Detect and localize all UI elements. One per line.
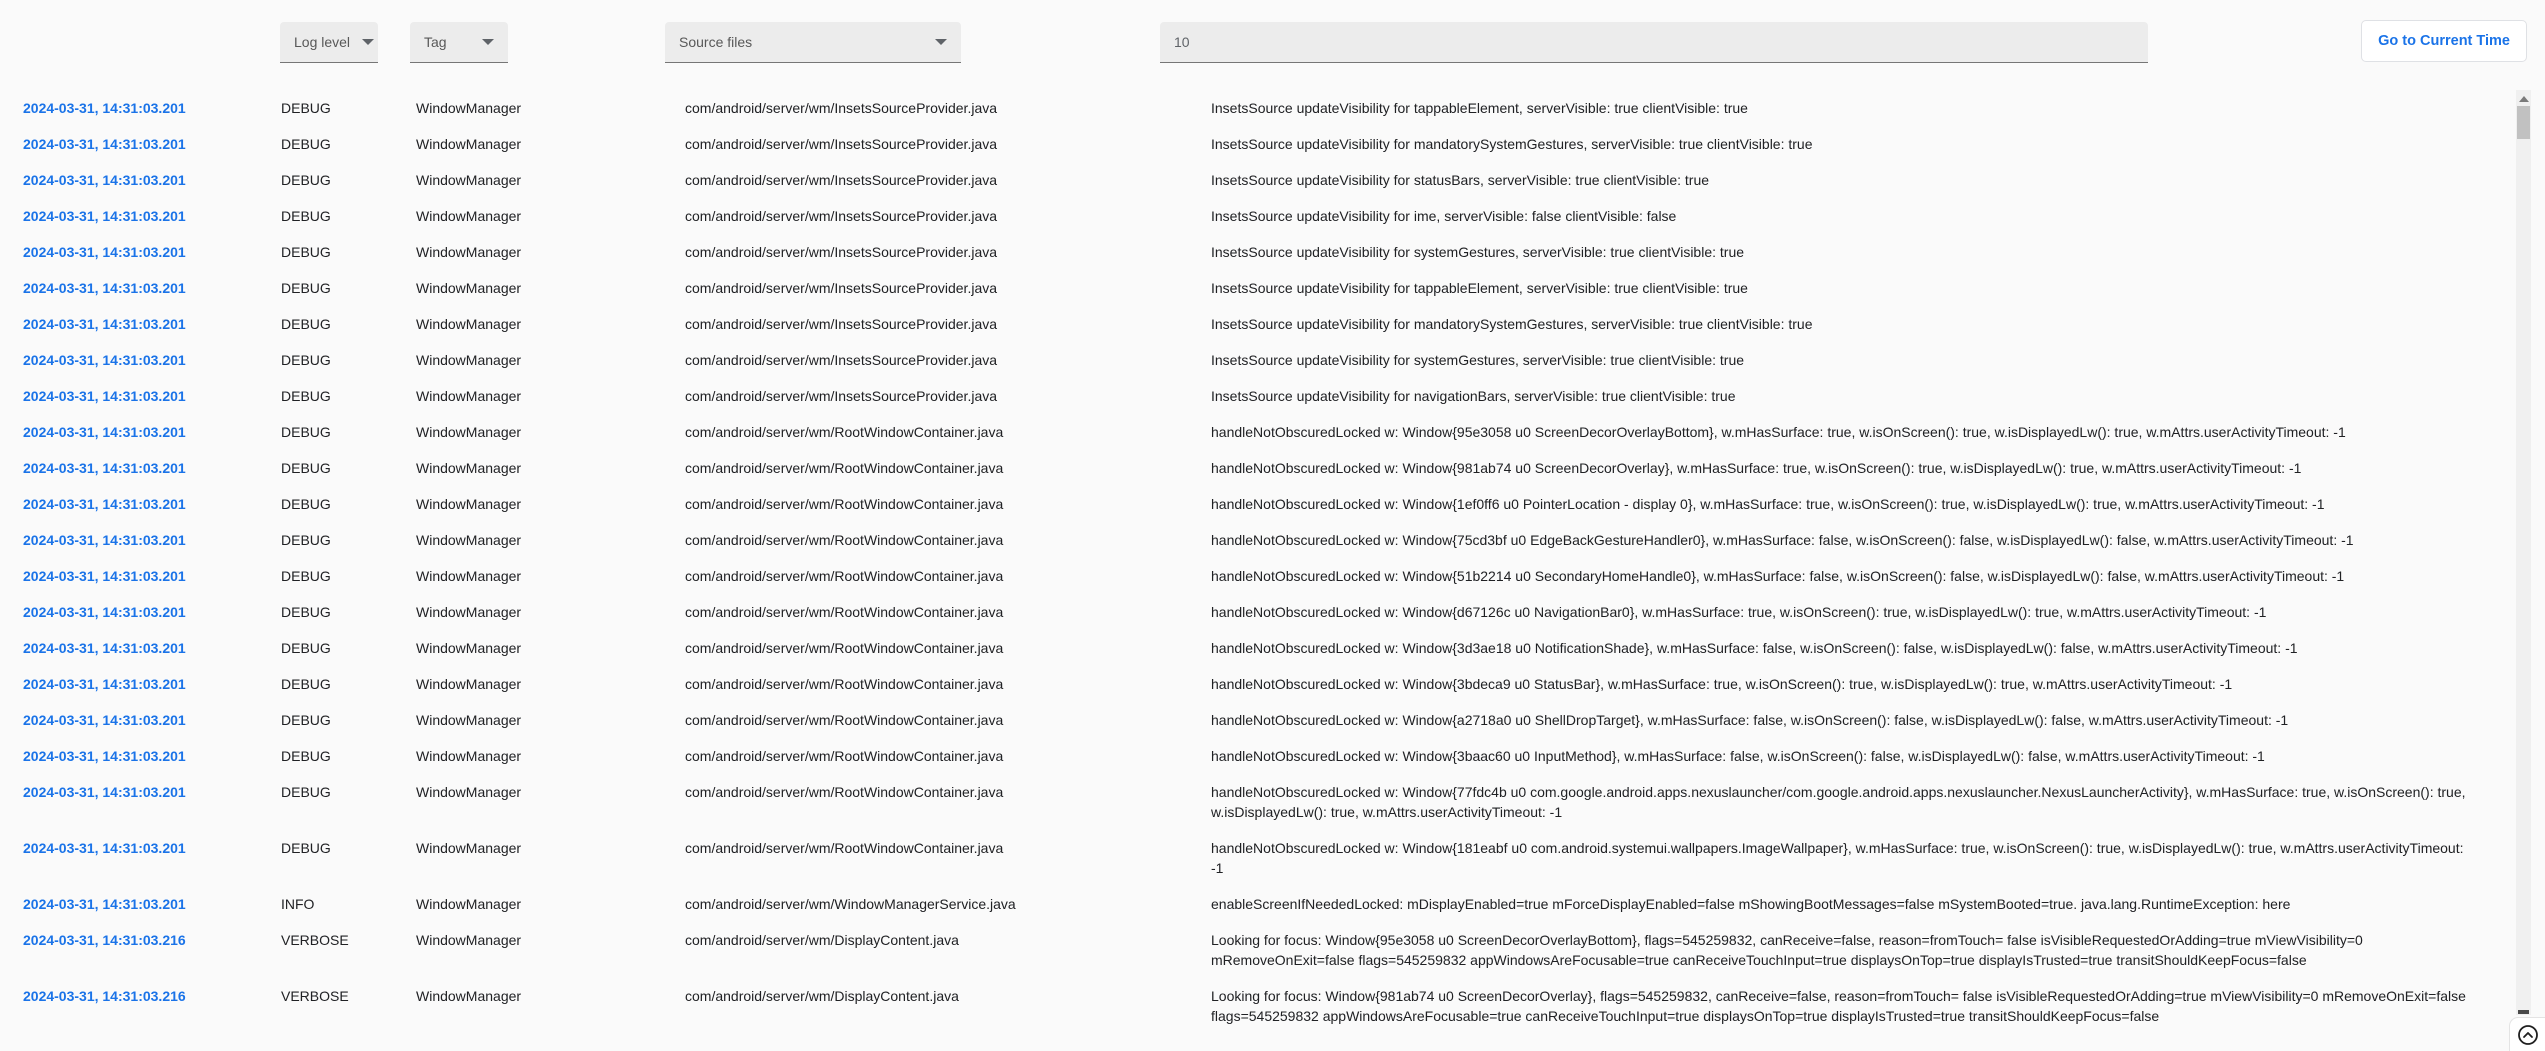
log-row[interactable] — [0, 90, 2530, 126]
log-message: handleNotObscuredLocked w: Window{3d3ae18 u0 NotificationShade}, w.mHasSurface: false, w.isOnScreen(): false, w.isDisplayedLw(): false, w.mAttrs.userActivityTimeout: -1 — [1211, 640, 2298, 656]
log-source-file: com/android/server/wm/InsetsSourceProvider.java — [685, 280, 998, 296]
log-row[interactable] — [0, 830, 2530, 886]
log-row[interactable] — [0, 886, 2530, 922]
log-level: DEBUG — [281, 388, 331, 404]
log-source-file: com/android/server/wm/RootWindowContainer.java — [685, 460, 1004, 476]
source-files-select[interactable] — [665, 22, 961, 63]
log-tag: WindowManager — [416, 784, 522, 800]
log-message: handleNotObscuredLocked w: Window{3baac60 u0 InputMethod}, w.mHasSurface: false, w.isOnScreen(): false, w.isDisplayedLw(): false, w.mAttrs.userActivityTimeout: -1 — [1211, 748, 2265, 764]
log-tag: WindowManager — [416, 896, 522, 912]
log-level: DEBUG — [281, 100, 331, 116]
log-tag: WindowManager — [416, 496, 522, 512]
scrollbar-thumb[interactable] — [2517, 106, 2530, 139]
log-timestamp-link[interactable]: 2024-03-31, 14:31:03.201 — [23, 496, 186, 512]
log-timestamp-link[interactable]: 2024-03-31, 14:31:03.201 — [23, 100, 186, 116]
log-source-file: com/android/server/wm/RootWindowContainer.java — [685, 712, 1004, 728]
log-tag: WindowManager — [416, 640, 522, 656]
log-source-file: com/android/server/wm/InsetsSourceProvider.java — [685, 352, 998, 368]
log-level: DEBUG — [281, 352, 331, 368]
log-level: DEBUG — [281, 136, 331, 152]
log-message: handleNotObscuredLocked w: Window{51b2214 u0 SecondaryHomeHandle0}, w.mHasSurface: false, w.isOnScreen(): false, w.isDisplayedLw(): false, w.mAttrs.userActivityTimeout: -1 — [1211, 568, 2345, 584]
log-source-file: com/android/server/wm/DisplayContent.java — [685, 932, 959, 948]
log-level-select[interactable] — [280, 22, 378, 63]
log-source-file: com/android/server/wm/InsetsSourceProvider.java — [685, 388, 998, 404]
scrollbar-down-arrow-icon[interactable] — [2518, 1010, 2529, 1014]
log-message: handleNotObscuredLocked w: Window{95e3058 u0 ScreenDecorOverlayBottom}, w.mHasSurface: true, w.isOnScreen(): true, w.isDisplayedLw(): true, w.mAttrs.userActivityTimeout: -1 — [1211, 424, 2346, 440]
log-level: DEBUG — [281, 460, 331, 476]
log-row[interactable] — [0, 342, 2530, 378]
log-timestamp-link[interactable]: 2024-03-31, 14:31:03.201 — [23, 604, 186, 620]
log-message: InsetsSource updateVisibility for tappableElement, serverVisible: true clientVisible: true — [1211, 100, 1748, 116]
log-tag: WindowManager — [416, 748, 522, 764]
dropdown-arrow-icon — [482, 39, 494, 45]
log-row[interactable] — [0, 198, 2530, 234]
log-source-file: com/android/server/wm/RootWindowContainer.java — [685, 424, 1004, 440]
log-source-file: com/android/server/wm/DisplayContent.java — [685, 988, 959, 1004]
log-source-file: com/android/server/wm/InsetsSourceProvider.java — [685, 136, 998, 152]
log-tag: WindowManager — [416, 208, 522, 224]
vertical-scrollbar[interactable] — [2516, 90, 2531, 1015]
log-source-file: com/android/server/wm/InsetsSourceProvider.java — [685, 316, 998, 332]
log-timestamp-link[interactable]: 2024-03-31, 14:31:03.201 — [23, 136, 186, 152]
log-message: handleNotObscuredLocked w: Window{77fdc4b u0 com.google.android.apps.nexuslauncher/com.google.android.apps.nexuslauncher.NexusLauncherActivity}, w.mHasSurface: true, w.isOnScreen(): true, w.isDisplayedLw(): true, w.mAttrs.userActivityTimeout: -1 — [1211, 784, 2466, 820]
log-tag: WindowManager — [416, 840, 522, 856]
log-row[interactable] — [0, 738, 2530, 774]
corner-panel — [2509, 1017, 2545, 1051]
log-tag: WindowManager — [416, 388, 522, 404]
log-timestamp-link[interactable]: 2024-03-31, 14:31:03.201 — [23, 840, 186, 856]
log-timestamp-link[interactable]: 2024-03-31, 14:31:03.201 — [23, 460, 186, 476]
log-level: DEBUG — [281, 640, 331, 656]
log-level: DEBUG — [281, 784, 331, 800]
log-level: DEBUG — [281, 676, 331, 692]
log-source-file: com/android/server/wm/RootWindowContainer.java — [685, 748, 1004, 764]
log-level: DEBUG — [281, 712, 331, 728]
log-timestamp-link[interactable]: 2024-03-31, 14:31:03.201 — [23, 424, 186, 440]
log-source-file: com/android/server/wm/RootWindowContainer.java — [685, 532, 1004, 548]
log-message: InsetsSource updateVisibility for navigationBars, serverVisible: true clientVisible: true — [1211, 388, 1736, 404]
log-source-file: com/android/server/wm/RootWindowContainer.java — [685, 640, 1004, 656]
log-row[interactable] — [0, 774, 2530, 830]
log-level: DEBUG — [281, 172, 331, 188]
log-timestamp-link[interactable]: 2024-03-31, 14:31:03.201 — [23, 676, 186, 692]
log-level-select-label: Log level — [294, 34, 351, 50]
log-tag: WindowManager — [416, 532, 522, 548]
log-level: DEBUG — [281, 244, 331, 260]
log-level: DEBUG — [281, 208, 331, 224]
log-source-file: com/android/server/wm/InsetsSourceProvider.java — [685, 100, 998, 116]
log-timestamp-link[interactable]: 2024-03-31, 14:31:03.201 — [23, 712, 186, 728]
log-level: INFO — [281, 896, 315, 912]
log-level: VERBOSE — [281, 932, 349, 948]
log-row[interactable] — [0, 234, 2530, 270]
log-source-file: com/android/server/wm/RootWindowContainer.java — [685, 604, 1004, 620]
scrollbar-up-arrow-icon[interactable] — [2519, 96, 2529, 102]
log-row[interactable] — [0, 486, 2530, 522]
log-timestamp-link[interactable]: 2024-03-31, 14:31:03.201 — [23, 208, 186, 224]
log-tag: WindowManager — [416, 988, 522, 1004]
log-message: enableScreenIfNeededLocked: mDisplayEnabled=true mForceDisplayEnabled=false mShowingBootMessages=false mSystemBooted=true. java.lang.RuntimeException: here — [1211, 896, 2291, 912]
log-timestamp-link[interactable]: 2024-03-31, 14:31:03.201 — [23, 568, 186, 584]
filter-toolbar — [0, 0, 2545, 90]
log-tag: WindowManager — [416, 568, 522, 584]
log-level: DEBUG — [281, 840, 331, 856]
log-level: DEBUG — [281, 280, 331, 296]
log-timestamp-link[interactable]: 2024-03-31, 14:31:03.201 — [23, 172, 186, 188]
dropdown-arrow-icon — [362, 39, 374, 45]
log-tag: WindowManager — [416, 136, 522, 152]
log-row[interactable] — [0, 414, 2530, 450]
log-level: DEBUG — [281, 496, 331, 512]
log-row[interactable] — [0, 630, 2530, 666]
log-row[interactable] — [0, 922, 2530, 978]
log-source-file: com/android/server/wm/InsetsSourceProvider.java — [685, 208, 998, 224]
log-timestamp-link[interactable]: 2024-03-31, 14:31:03.216 — [23, 988, 186, 1004]
log-source-file: com/android/server/wm/RootWindowContainer.java — [685, 840, 1004, 856]
log-source-file: com/android/server/wm/RootWindowContainer.java — [685, 784, 1004, 800]
log-timestamp-link[interactable]: 2024-03-31, 14:31:03.201 — [23, 352, 186, 368]
log-message: InsetsSource updateVisibility for tappableElement, serverVisible: true clientVisible: true — [1211, 280, 1748, 296]
log-source-file: com/android/server/wm/RootWindowContainer.java — [685, 496, 1004, 512]
log-message: InsetsSource updateVisibility for mandatorySystemGestures, serverVisible: true clientVisible: true — [1211, 136, 1813, 152]
log-row[interactable] — [0, 522, 2530, 558]
log-message: InsetsSource updateVisibility for ime, serverVisible: false clientVisible: false — [1211, 208, 1677, 224]
log-row[interactable] — [0, 450, 2530, 486]
log-source-file: com/android/server/wm/InsetsSourceProvider.java — [685, 244, 998, 260]
log-message: handleNotObscuredLocked w: Window{981ab74 u0 ScreenDecorOverlay}, w.mHasSurface: true, w.isOnScreen(): true, w.isDisplayedLw(): true, w.mAttrs.userActivityTimeout: -1 — [1211, 460, 2302, 476]
log-row[interactable] — [0, 978, 2530, 1034]
log-timestamp-link[interactable]: 2024-03-31, 14:31:03.201 — [23, 244, 186, 260]
go-to-current-time-button[interactable]: Go to Current Time — [2361, 20, 2527, 62]
log-tag: WindowManager — [416, 932, 522, 948]
log-level: DEBUG — [281, 748, 331, 764]
log-entries-list — [0, 90, 2530, 1034]
log-timestamp-link[interactable]: 2024-03-31, 14:31:03.201 — [23, 532, 186, 548]
log-source-file: com/android/server/wm/RootWindowContainer.java — [685, 568, 1004, 584]
tag-select[interactable] — [410, 22, 508, 63]
log-message: Looking for focus: Window{981ab74 u0 ScreenDecorOverlay}, flags=545259832, canReceive=false, reason=fromTouch= false isVisibleRequestedOrAdding=true mViewVisibility=0 mRemoveOnExit=false flags=545259832 appWindowsAreFocusable=true canReceiveTouchInput=true displaysOnTop=true displayIsTrusted=true transitShouldKeepFocus=false — [1211, 988, 2466, 1024]
log-tag: WindowManager — [416, 712, 522, 728]
log-timestamp-link[interactable]: 2024-03-31, 14:31:03.201 — [23, 640, 186, 656]
log-tag: WindowManager — [416, 676, 522, 692]
log-timestamp-link[interactable]: 2024-03-31, 14:31:03.201 — [23, 388, 186, 404]
log-tag: WindowManager — [416, 316, 522, 332]
log-row[interactable] — [0, 702, 2530, 738]
log-source-file: com/android/server/wm/InsetsSourceProvider.java — [685, 172, 998, 188]
log-tag: WindowManager — [416, 424, 522, 440]
log-message: handleNotObscuredLocked w: Window{1ef0ff6 u0 PointerLocation - display 0}, w.mHasSurface: true, w.isOnScreen(): true, w.isDisplayedLw(): true, w.mAttrs.userActivityTimeout: -1 — [1211, 496, 2325, 512]
log-tag: WindowManager — [416, 280, 522, 296]
log-level: DEBUG — [281, 568, 331, 584]
scroll-to-top-icon[interactable] — [2517, 1024, 2539, 1046]
source-files-select-label: Source files — [679, 34, 753, 50]
log-tag: WindowManager — [416, 172, 522, 188]
search-input[interactable] — [1160, 22, 2148, 63]
log-timestamp-link[interactable]: 2024-03-31, 14:31:03.216 — [23, 932, 186, 948]
log-message: InsetsSource updateVisibility for systemGestures, serverVisible: true clientVisible: true — [1211, 244, 1745, 260]
log-message: Looking for focus: Window{95e3058 u0 ScreenDecorOverlayBottom}, flags=545259832, canReceive=false, reason=fromTouch= false isVisibleRequestedOrAdding=true mViewVisibility=0 mRemoveOnExit=false flags=545259832 appWindowsAreFocusable=true canReceiveTouchInput=true displaysOnTop=true displayIsTrusted=true transitShouldKeepFocus=false — [1211, 932, 2363, 968]
log-row[interactable] — [0, 270, 2530, 306]
log-message: InsetsSource updateVisibility for mandatorySystemGestures, serverVisible: true clientVisible: true — [1211, 316, 1813, 332]
log-row[interactable] — [0, 306, 2530, 342]
log-row[interactable] — [0, 378, 2530, 414]
log-timestamp-link[interactable]: 2024-03-31, 14:31:03.201 — [23, 280, 186, 296]
log-tag: WindowManager — [416, 460, 522, 476]
log-tag: WindowManager — [416, 244, 522, 260]
log-message: InsetsSource updateVisibility for systemGestures, serverVisible: true clientVisible: true — [1211, 352, 1745, 368]
log-timestamp-link[interactable]: 2024-03-31, 14:31:03.201 — [23, 896, 186, 912]
log-level: DEBUG — [281, 316, 331, 332]
log-row[interactable] — [0, 558, 2530, 594]
log-level: DEBUG — [281, 604, 331, 620]
log-timestamp-link[interactable]: 2024-03-31, 14:31:03.201 — [23, 784, 186, 800]
log-level: DEBUG — [281, 532, 331, 548]
dropdown-arrow-icon — [935, 39, 947, 45]
log-row[interactable] — [0, 666, 2530, 702]
log-message: handleNotObscuredLocked w: Window{75cd3bf u0 EdgeBackGestureHandler0}, w.mHasSurface: false, w.isOnScreen(): false, w.isDisplayedLw(): false, w.mAttrs.userActivityTimeout: -1 — [1211, 532, 2354, 548]
log-message: InsetsSource updateVisibility for statusBars, serverVisible: true clientVisible: true — [1211, 172, 1710, 188]
log-tag: WindowManager — [416, 604, 522, 620]
log-tag: WindowManager — [416, 100, 522, 116]
log-row[interactable] — [0, 162, 2530, 198]
log-message: handleNotObscuredLocked w: Window{d67126c u0 NavigationBar0}, w.mHasSurface: true, w.isOnScreen(): true, w.isDisplayedLw(): true, w.mAttrs.userActivityTimeout: -1 — [1211, 604, 2267, 620]
log-message: handleNotObscuredLocked w: Window{a2718a0 u0 ShellDropTarget}, w.mHasSurface: false, w.isOnScreen(): false, w.isDisplayedLw(): false, w.mAttrs.userActivityTimeout: -1 — [1211, 712, 2289, 728]
log-level: DEBUG — [281, 424, 331, 440]
log-source-file: com/android/server/wm/WindowManagerService.java — [685, 896, 1016, 912]
log-tag: WindowManager — [416, 352, 522, 368]
log-level: VERBOSE — [281, 988, 349, 1004]
log-message: handleNotObscuredLocked w: Window{3bdeca9 u0 StatusBar}, w.mHasSurface: true, w.isOnScreen(): true, w.isDisplayedLw(): true, w.mAttrs.userActivityTimeout: -1 — [1211, 676, 2233, 692]
log-timestamp-link[interactable]: 2024-03-31, 14:31:03.201 — [23, 316, 186, 332]
log-timestamp-link[interactable]: 2024-03-31, 14:31:03.201 — [23, 748, 186, 764]
tag-select-label: Tag — [424, 34, 447, 50]
log-row[interactable] — [0, 594, 2530, 630]
log-source-file: com/android/server/wm/RootWindowContainer.java — [685, 676, 1004, 692]
log-message: handleNotObscuredLocked w: Window{181eabf u0 com.android.systemui.wallpapers.ImageWallpaper}, w.mHasSurface: true, w.isOnScreen(): true, w.isDisplayedLw(): true, w.mAttrs.userActivityTimeout: -1 — [1211, 840, 2464, 876]
log-row[interactable] — [0, 126, 2530, 162]
